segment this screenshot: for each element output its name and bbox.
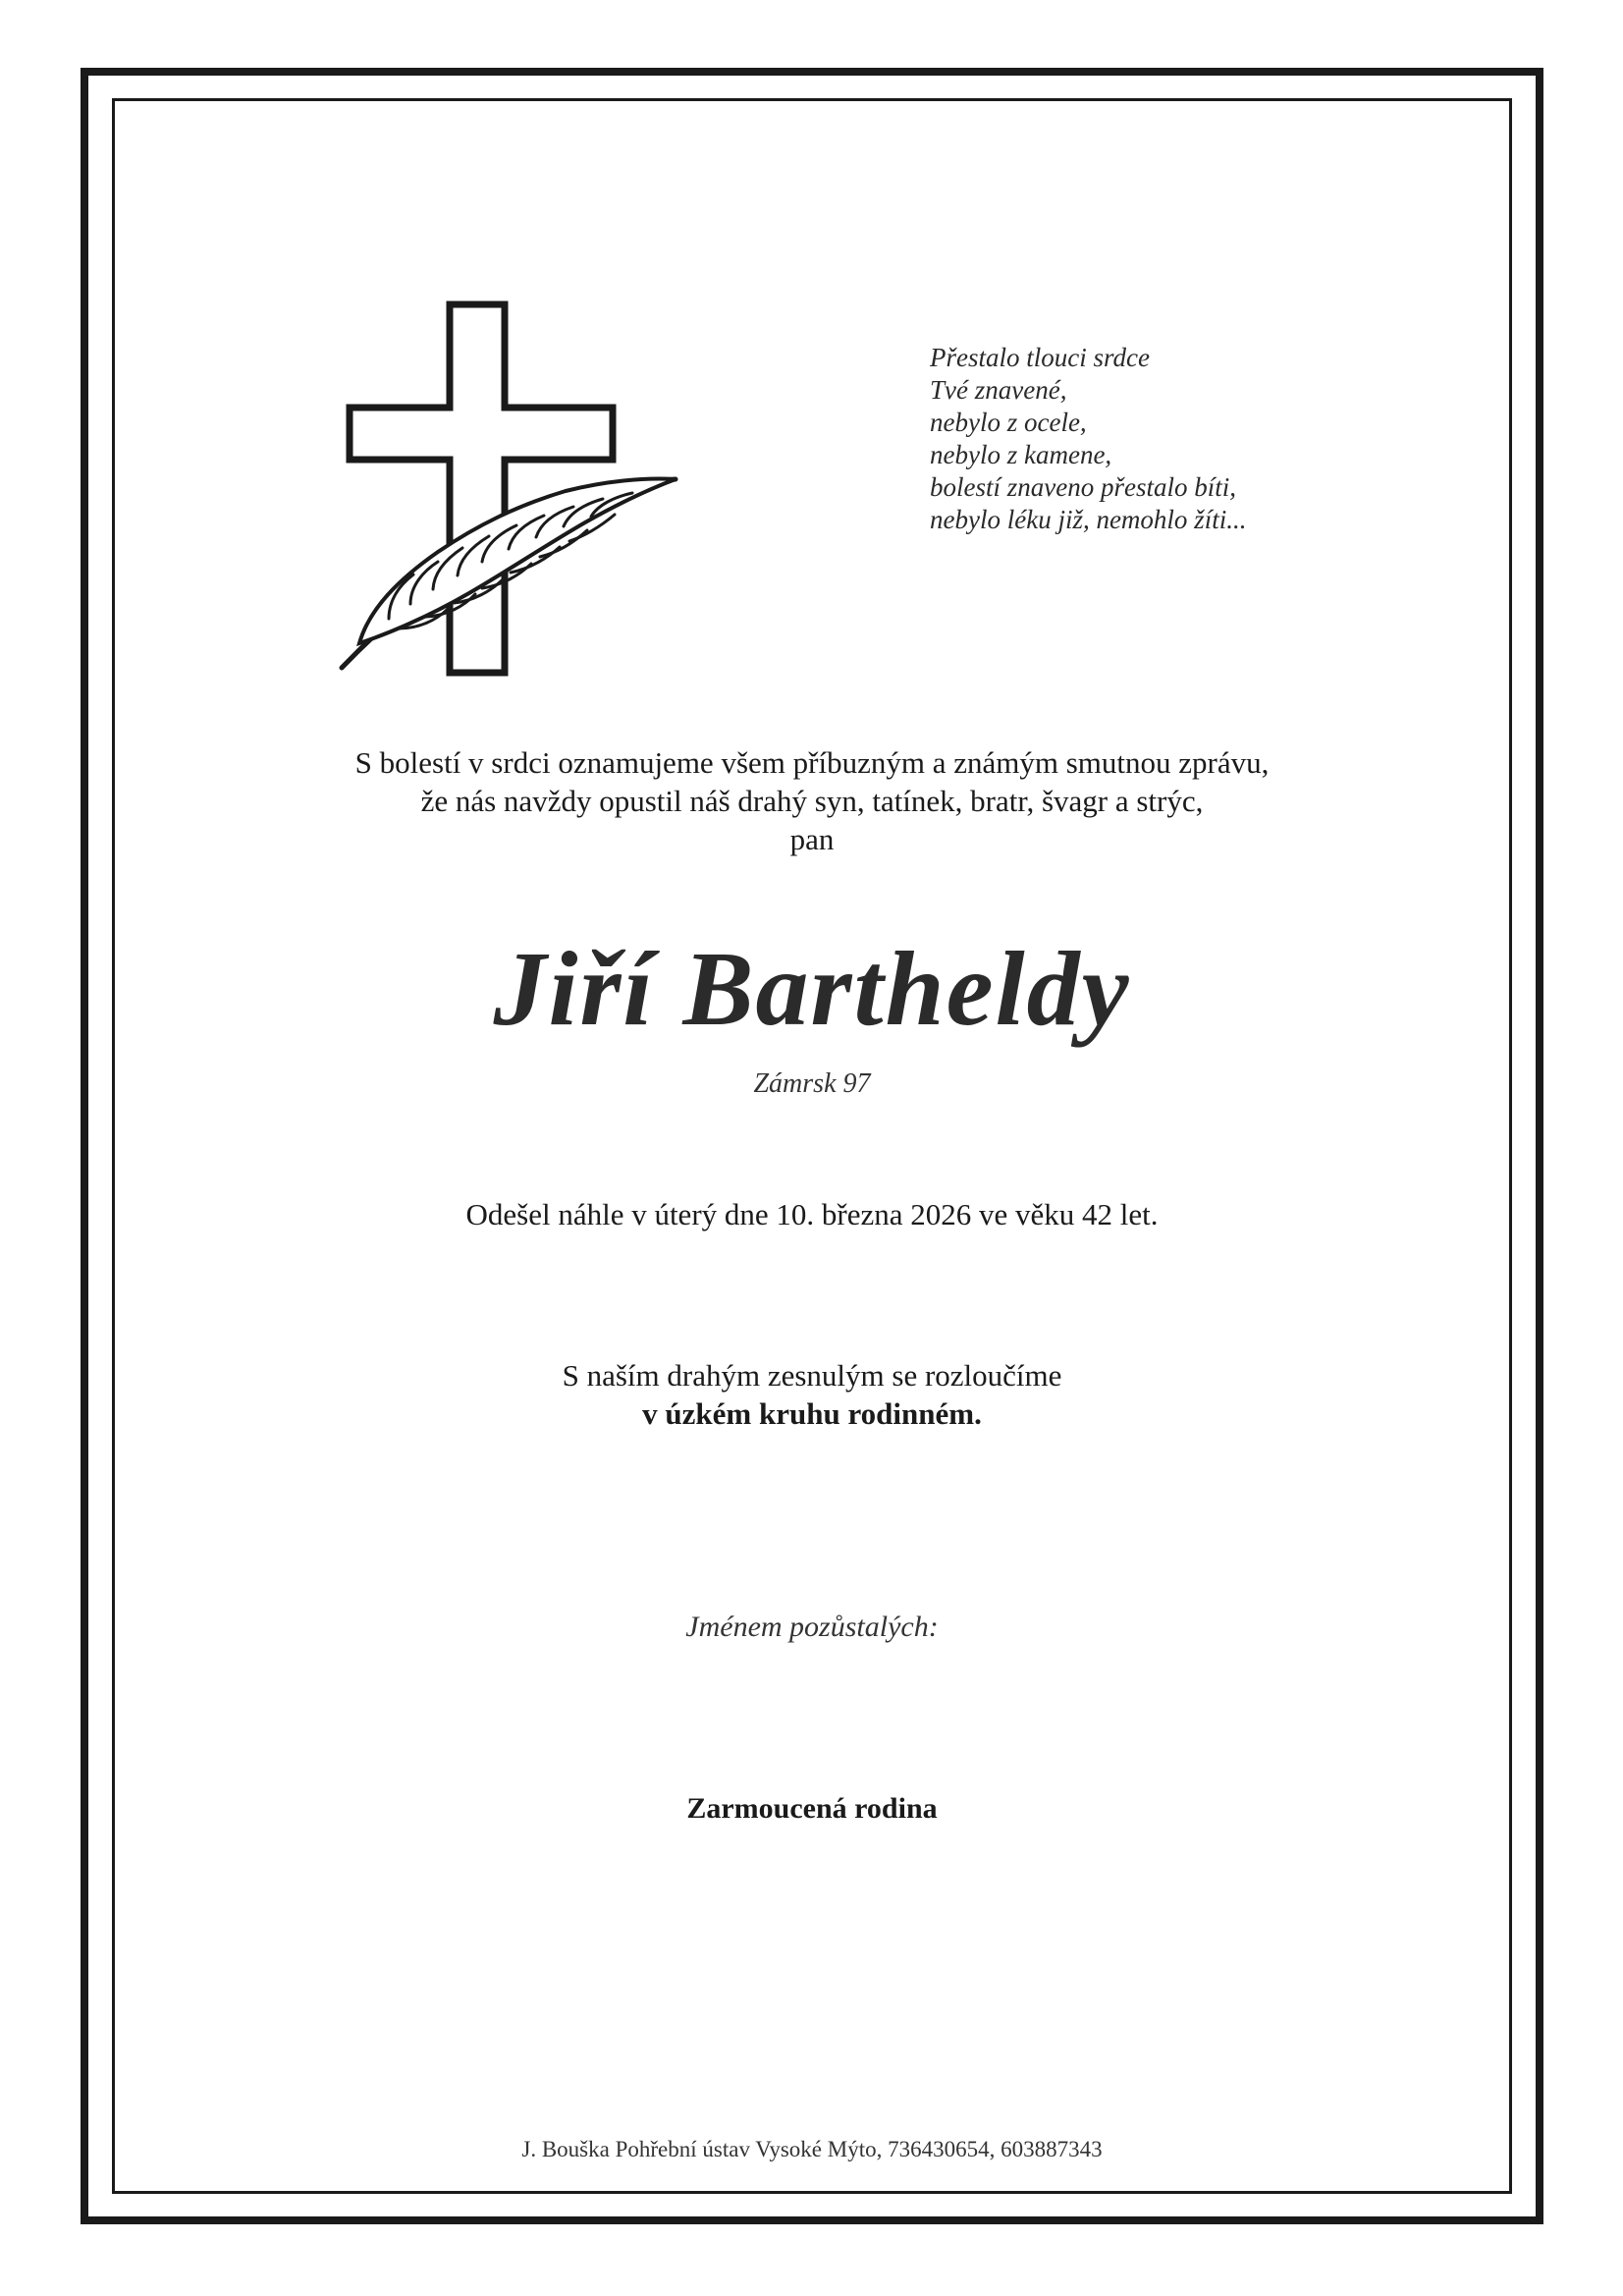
cross-with-palm-icon	[330, 295, 683, 687]
announcement-line: že nás navždy opustil náš drahý syn, tatínek, bratr, švagr a strýc,	[420, 784, 1204, 818]
farewell-line: S naším drahým zesnulým se rozloučíme	[562, 1358, 1062, 1393]
inner-border	[112, 98, 1512, 2194]
announcement-line: pan	[789, 822, 835, 856]
signature: Zarmoucená rodina	[686, 1792, 938, 1825]
poem-line: nebylo z kamene,	[930, 440, 1112, 469]
poem	[930, 342, 1246, 536]
deceased-address: Zámrsk 97	[753, 1068, 871, 1099]
poem-line: Přestalo tlouci srdce	[930, 343, 1150, 372]
announcement-line: S bolestí v srdci oznamujeme všem příbuzným a známým smutnou zprávu,	[354, 745, 1270, 780]
farewell	[112, 1356, 1512, 1433]
poem-line: Tvé znavené,	[930, 375, 1067, 405]
on-behalf-label: Jménem pozůstalých:	[685, 1611, 939, 1643]
announcement	[112, 743, 1512, 858]
palm-leaf	[359, 479, 676, 644]
deceased-name: Jiří Bartheldy	[493, 931, 1131, 1048]
death-notice: Odešel náhle v úterý dne 10. března 2026 ve věku 42 let.	[465, 1197, 1159, 1231]
poem-line: bolestí znaveno přestalo bíti,	[930, 472, 1236, 502]
palm-stem	[342, 479, 676, 668]
funeral-home-footer: J. Bouška Pohřební ústav Vysoké Mýto, 736430654, 603887343	[521, 2137, 1103, 2161]
farewell-line-bold: v úzkém kruhu rodinném.	[642, 1396, 982, 1431]
poem-line: nebylo z ocele,	[930, 408, 1087, 437]
poem-line: nebylo léku již, nemohlo žíti...	[930, 505, 1247, 534]
